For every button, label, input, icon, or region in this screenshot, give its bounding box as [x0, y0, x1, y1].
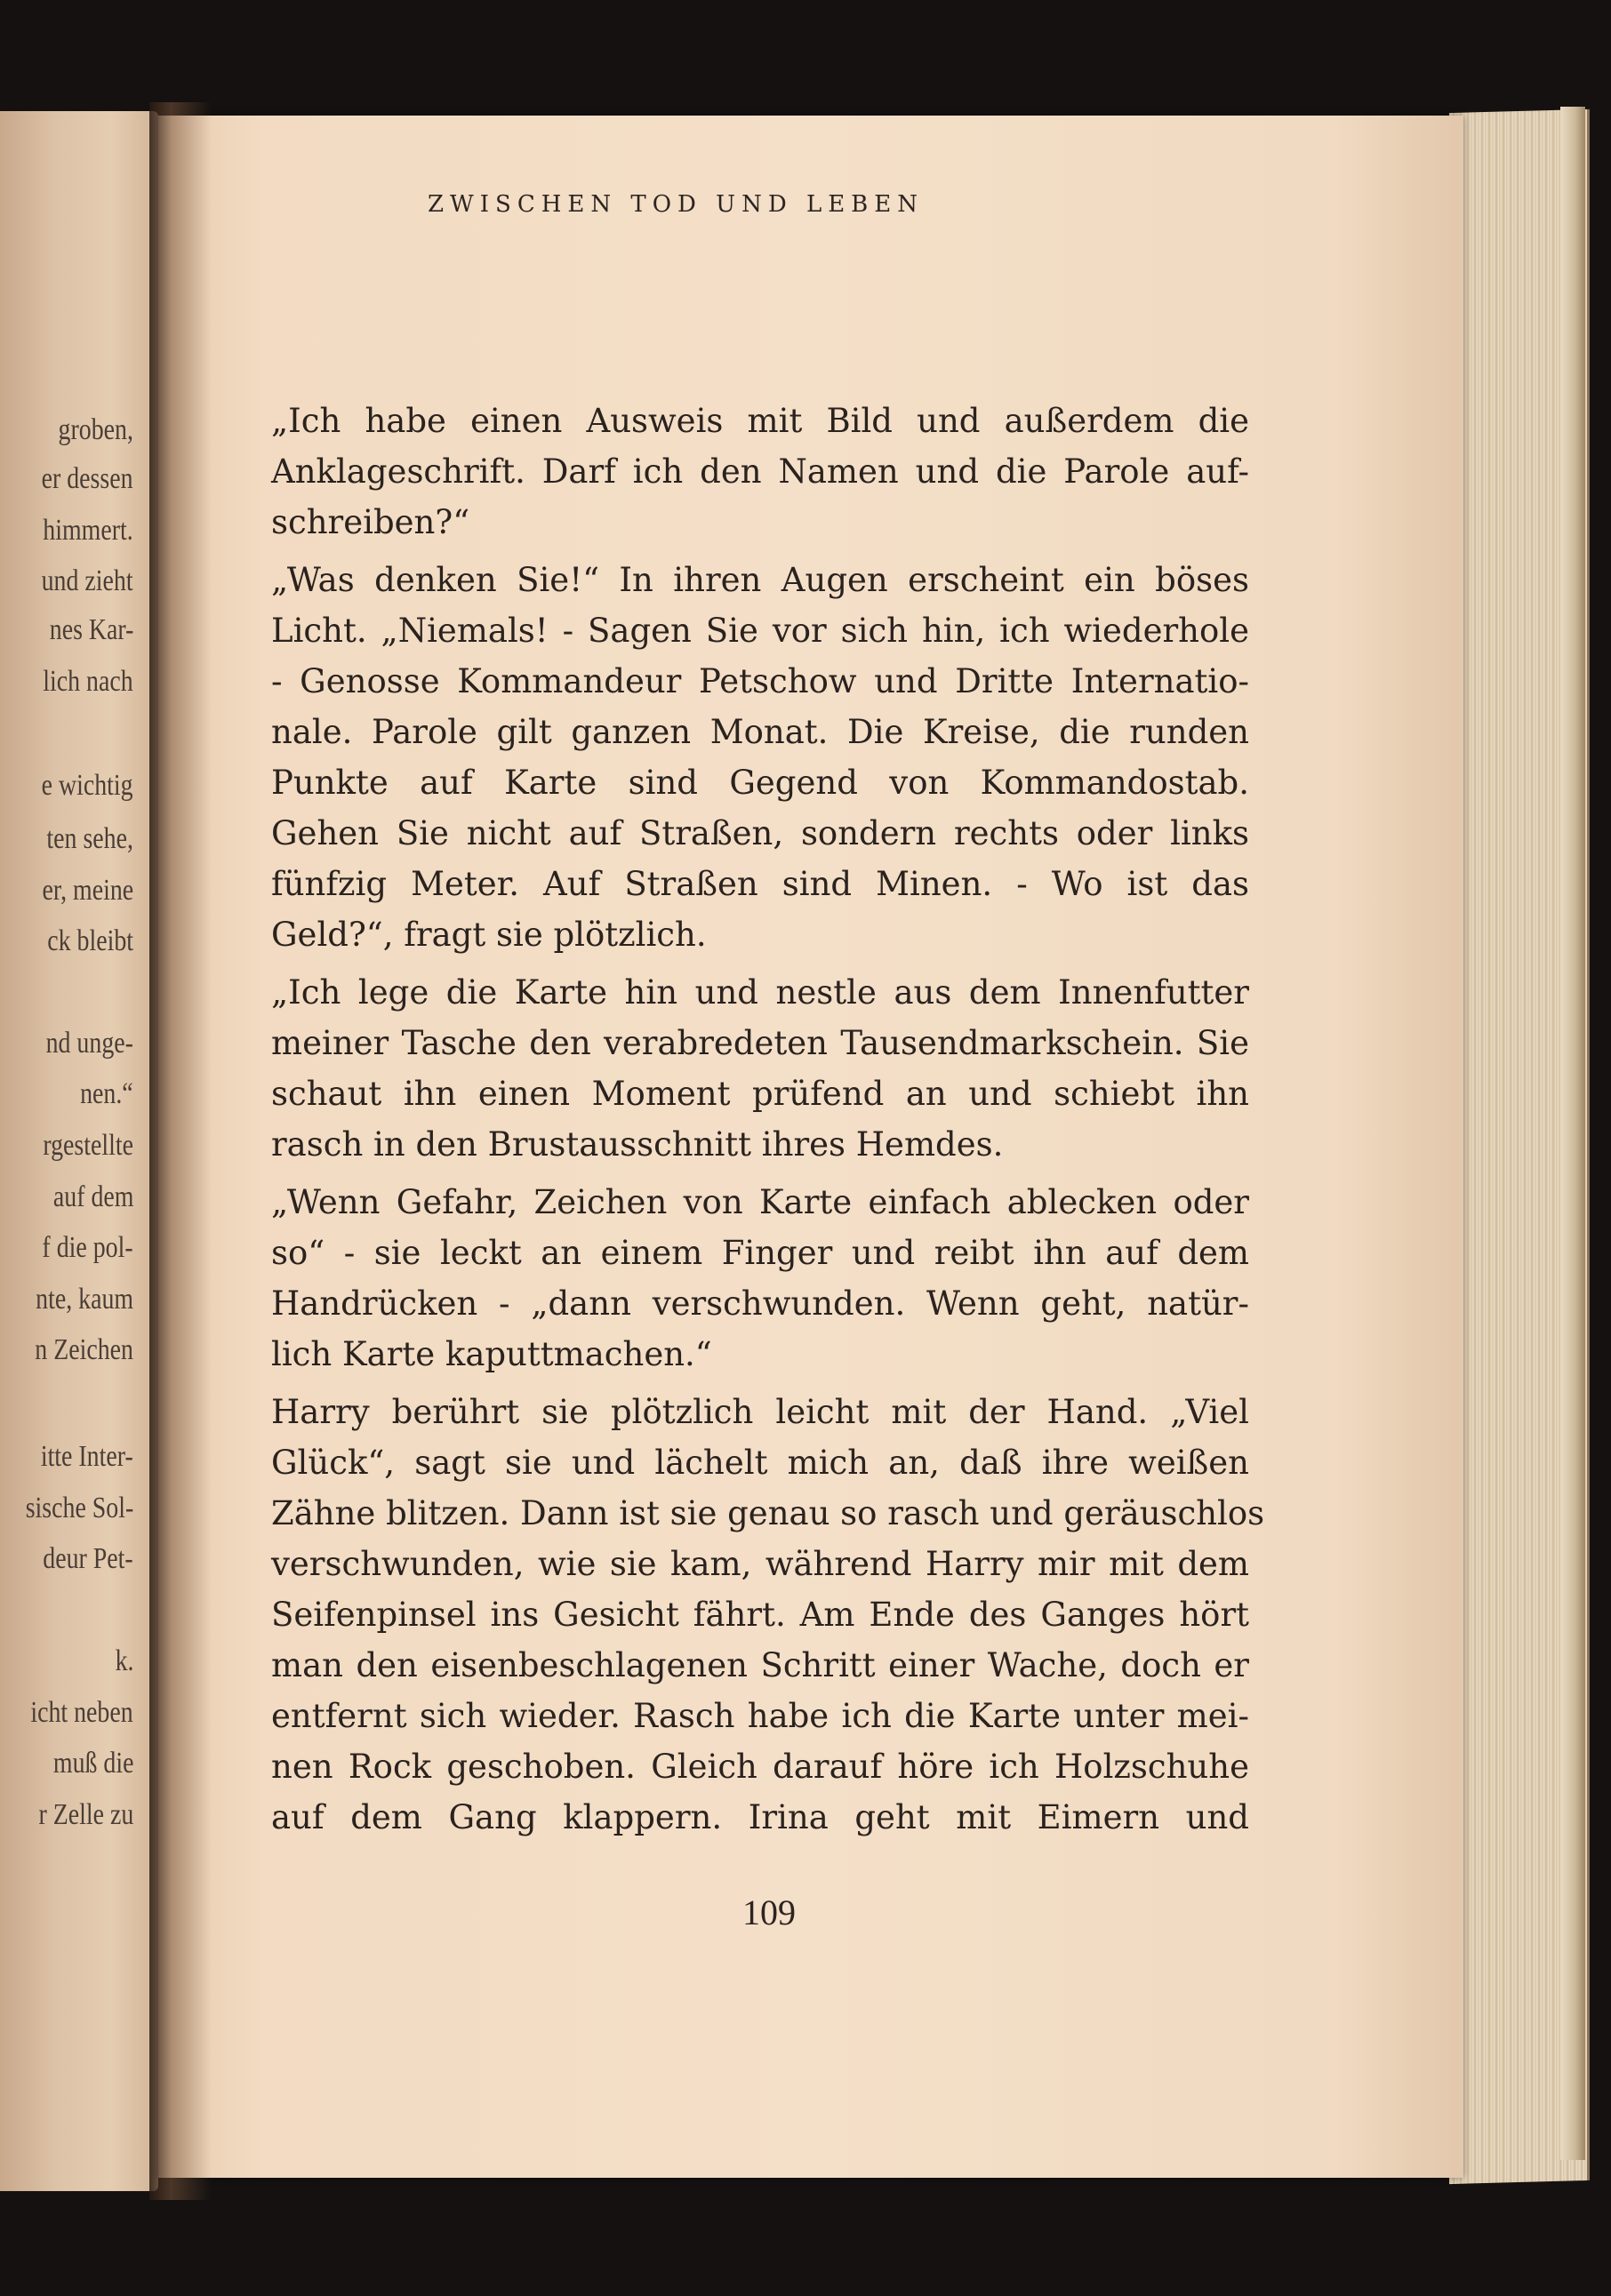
text-line: schaut ihn einen Moment prüfend an und schiebt ihn	[271, 1075, 1249, 1113]
left-page-line: muß die	[52, 1747, 133, 1780]
text-line: „Ich habe einen Ausweis mit Bild und außerdem die	[271, 402, 1249, 440]
text-line: meiner Tasche den verabredeten Tausendmarkschein. Sie	[271, 1024, 1249, 1062]
book-gutter	[149, 102, 212, 2200]
left-page-line: rgestellte	[43, 1129, 133, 1162]
text-line: Harry berührt sie plötzlich leicht mit der Hand. „Viel	[271, 1393, 1249, 1431]
text-line: lich Karte kaputtmachen.“	[271, 1335, 712, 1373]
left-page-line: ten sehe,	[46, 822, 133, 855]
text-line: man den eisenbeschlagenen Schritt einer Wache, doch er	[271, 1646, 1249, 1684]
left-page-text	[0, 111, 158, 2191]
left-page-line: himmert.	[43, 514, 133, 547]
text-line: entfernt sich wieder. Rasch habe ich die Karte unter mei-	[271, 1697, 1249, 1735]
book-cover-edge	[1560, 107, 1585, 2160]
left-page-line: f die pol-	[42, 1231, 133, 1264]
text-line: Punkte auf Karte sind Gegend von Kommandostab.	[271, 764, 1249, 802]
text-line: fünfzig Meter. Auf Straßen sind Minen. - Wo ist das	[271, 865, 1249, 903]
left-page-line: ck bleibt	[47, 924, 133, 957]
left-page-line: n Zeichen	[35, 1333, 133, 1366]
left-page-line: nte, kaum	[36, 1283, 133, 1316]
text-line: Geld?“, fragt sie plötzlich.	[271, 916, 707, 954]
left-page-line: sische Sol-	[25, 1492, 133, 1524]
text-line: nale. Parole gilt ganzen Monat. Die Kreise, die runden	[271, 713, 1249, 751]
text-line: „Was denken Sie!“ In ihren Augen erscheint ein böses	[271, 561, 1249, 599]
text-line: nen Rock geschoben. Gleich darauf höre ich Holzschuhe	[271, 1748, 1249, 1786]
left-page	[0, 111, 158, 2191]
text-line: verschwunden, wie sie kam, während Harry mir mit dem	[271, 1545, 1249, 1583]
body-text	[271, 396, 1265, 1843]
left-page-line: groben,	[58, 413, 133, 446]
left-page-line: r Zelle zu	[38, 1798, 133, 1831]
text-line: rasch in den Brustausschnitt ihres Hemdes.	[271, 1125, 1004, 1164]
text-line: Zähne blitzen. Dann ist sie genau so rasch und geräuschlos	[271, 1494, 1265, 1532]
left-page-line: itte Inter-	[41, 1440, 133, 1473]
text-line: Licht. „Niemals! - Sagen Sie vor sich hin, ich wiederhole	[271, 612, 1249, 650]
left-page-line: icht neben	[30, 1696, 133, 1729]
text-line: Handrücken - „dann verschwunden. Wenn geht, natür-	[271, 1284, 1249, 1323]
text-line: Glück“, sagt sie und lächelt mich an, daß ihre weißen	[271, 1444, 1249, 1482]
text-line: auf dem Gang klappern. Irina geht mit Eimern und	[271, 1798, 1249, 1836]
left-page-line: er dessen	[42, 462, 133, 495]
left-page-line: deur Pet-	[43, 1542, 133, 1575]
left-page-line: nen.“	[80, 1077, 133, 1110]
left-page-line: nes Kar-	[49, 613, 133, 646]
left-page-line: lich nach	[43, 665, 133, 698]
left-page-line: auf dem	[52, 1180, 133, 1213]
text-line: so“ - sie leckt an einem Finger und reibt ihn auf dem	[271, 1234, 1249, 1272]
text-line: schreiben?“	[271, 503, 470, 541]
left-page-line: e wichtig	[42, 769, 133, 802]
text-line: - Genosse Kommandeur Petschow und Dritte Internatio-	[271, 662, 1249, 700]
text-line: „Wenn Gefahr, Zeichen von Karte einfach ablecken oder	[271, 1183, 1249, 1221]
running-head: ZWISCHEN TOD UND LEBEN	[427, 191, 925, 218]
left-page-line: k.	[115, 1644, 133, 1677]
page-number: 109	[742, 1892, 796, 1932]
text-line: Anklageschrift. Darf ich den Namen und die Parole auf-	[271, 452, 1249, 491]
text-line: Seifenpinsel ins Gesicht fährt. Am Ende des Ganges hört	[271, 1596, 1249, 1634]
text-line: „Ich lege die Karte hin und nestle aus dem Innenfutter	[271, 973, 1249, 1012]
text-line: Gehen Sie nicht auf Straßen, sondern rechts oder links	[271, 814, 1249, 852]
left-page-line: er, meine	[42, 874, 133, 907]
left-page-line: und zieht	[42, 564, 133, 597]
left-page-line: nd unge-	[45, 1027, 133, 1060]
